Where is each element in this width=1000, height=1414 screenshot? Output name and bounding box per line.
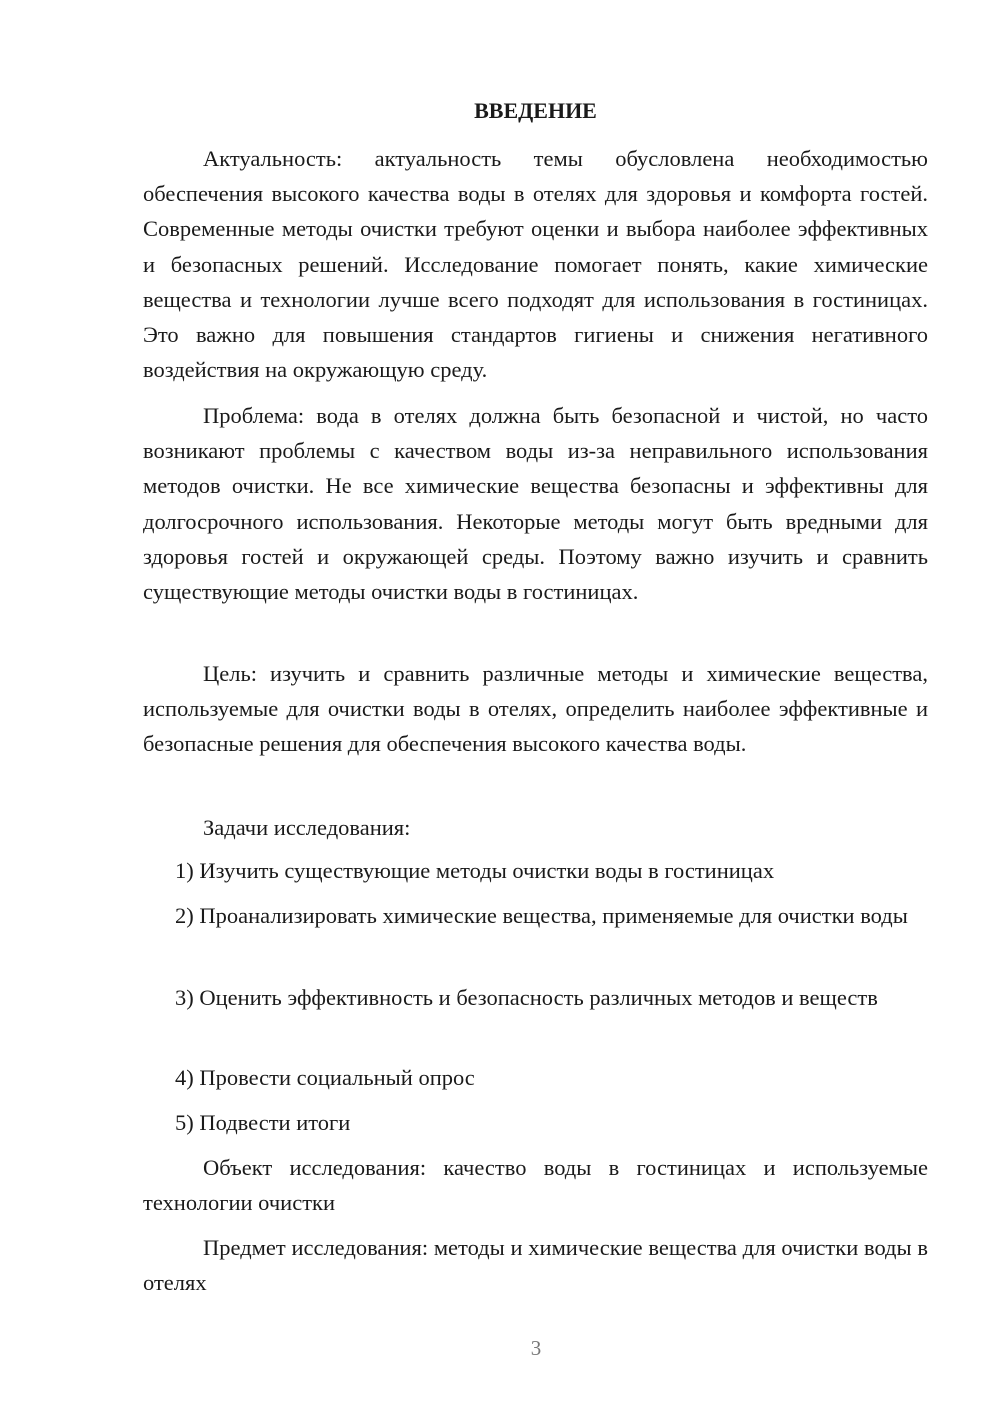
task-item-3: 3) Оценить эффективность и безопасность различных методов и веществ — [175, 985, 878, 1010]
paragraph-object: Объект исследования: качество воды в гостиницах и используемые технологии очистки — [143, 1155, 928, 1216]
task-item-5: 5) Подвести итоги — [175, 1110, 351, 1135]
page-title: ВВЕДЕНИЕ — [474, 98, 597, 123]
tasks-heading: Задачи исследования: — [203, 815, 411, 840]
task-item-4: 4) Провести социальный опрос — [175, 1065, 475, 1090]
page-number: 3 — [530, 1336, 542, 1360]
paragraph-goal: Цель: изучить и сравнить различные методы и химические вещества, используемые для очистки воды в отелях, определить наиболее эффективные и безопасные решения для обеспечения высокого качества воды. — [143, 661, 928, 757]
paragraph-subject: Предмет исследования: методы и химические вещества для очистки воды в отелях — [143, 1235, 928, 1296]
paragraph-problem: Проблема: вода в отелях должна быть безопасной и чистой, но часто возникают проблемы с качеством воды из-за неправильного использования методов очистки. Не все химические вещества безопасны и эффективны для долгосрочного использования. Некоторые методы могут быть вредными для здоровья гостей и окружающей среды. Поэтому важно изучить и сравнить существующие методы очистки воды в гостиницах. — [143, 403, 928, 605]
task-item-1: 1) Изучить существующие методы очистки воды в гостиницах — [175, 858, 775, 883]
task-item-2: 2) Проанализировать химические вещества, применяемые для очистки воды — [175, 903, 908, 928]
paragraph-relevance: Актуальность: актуальность темы обусловлена необходимостью обеспечения высокого качества воды в отелях для здоровья и комфорта гостей. Современные методы очистки требуют оценки и выбора наиболее эффективных и безопасных решений. Исследование помогает понять, какие химические вещества и технологии лучше всего подходят для использования в гостиницах. Это важно для повышения стандартов гигиены и снижения негативного воздействия на окружающую среду. — [143, 146, 928, 383]
